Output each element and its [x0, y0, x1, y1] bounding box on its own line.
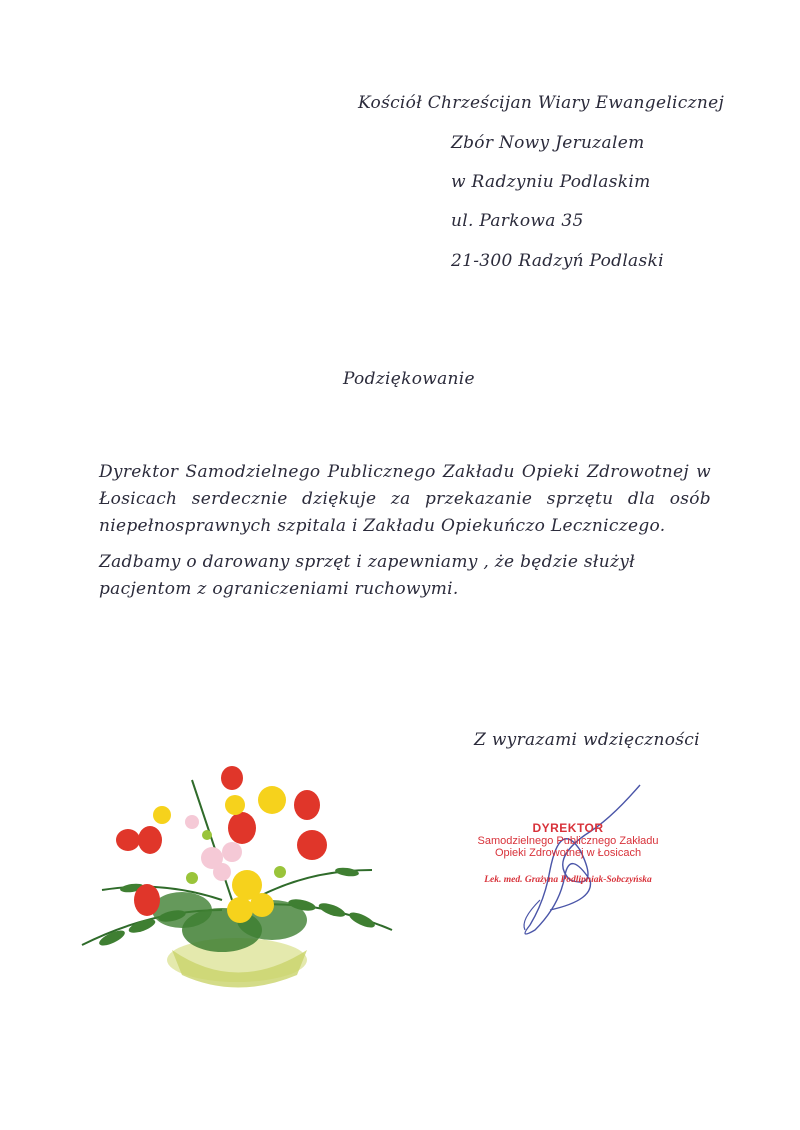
- body-paragraph-2: Zadbamy o darowany sprzęt i zapewniamy , że będzie służył pacjentom z ograniczeniami ruchowymi.: [99, 552, 635, 599]
- flower-bouquet-image: [72, 760, 402, 990]
- address-line-5: 21-300 Radzyń Podlaski: [451, 251, 664, 271]
- document-title: Podziękowanie: [343, 369, 475, 389]
- address-line-2: Zbór Nowy Jeruzalem: [451, 133, 645, 153]
- body-paragraph-1: Dyrektor Samodzielnego Publicznego Zakładu Opieki Zdrowotnej w Łosicach serdecznie dziękuje za przekazanie sprzętu dla osób niepełnosprawnych szpitala i Zakładu Opiekuńczo Leczniczego.: [99, 462, 711, 536]
- address-line-4: ul. Parkowa 35: [451, 211, 584, 231]
- stamp-line-2: Opieki Zdrowotnej w Łosicach: [494, 847, 642, 859]
- closing-text: Z wyrazami wdzięczności: [474, 730, 700, 750]
- stamp-name: Lek. med. Grażyna Podlipniak-Sobczyńska: [484, 875, 652, 885]
- director-stamp: [463, 822, 673, 886]
- stamp-title: DYREKTOR: [532, 821, 604, 835]
- address-line-3: w Radzyniu Podlaskim: [451, 172, 651, 192]
- address-line-1: Kościół Chrześcijan Wiary Ewangelicznej: [358, 93, 725, 113]
- stamp-line-1: Samodzielnego Publicznego Zakładu: [477, 835, 659, 847]
